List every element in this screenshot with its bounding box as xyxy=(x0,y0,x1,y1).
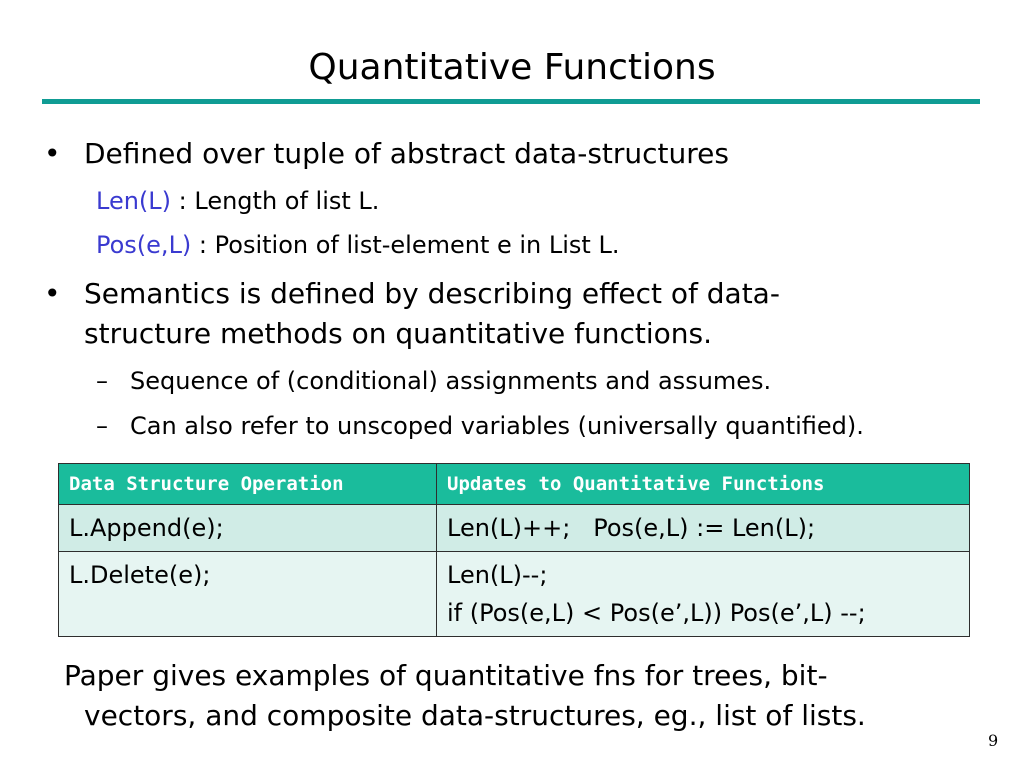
operations-table xyxy=(58,463,970,637)
cell-operation: L.Append(e); xyxy=(59,505,437,552)
term-len-description: : Length of list L. xyxy=(171,187,380,215)
cell-updates xyxy=(437,552,970,637)
title-underline xyxy=(42,99,980,104)
sub-item-pos xyxy=(96,229,619,261)
dash-marker: – xyxy=(96,412,108,440)
bullet-text-line2: structure methods on quantitative functions. xyxy=(84,317,713,350)
table-row xyxy=(59,505,970,552)
update-line: if (Pos(e,L) < Pos(e’,L)) Pos(e’,L) --; xyxy=(447,599,866,627)
bullet-text-line1: Semantics is defined by describing effect of data- xyxy=(84,277,780,310)
column-header-updates: Updates to Quantitative Functions xyxy=(437,464,970,505)
bullet-marker: • xyxy=(44,277,61,310)
cell-updates xyxy=(437,505,970,552)
table-header-row xyxy=(59,464,970,505)
footer-note xyxy=(64,656,866,732)
term-pos-description: : Position of list-element e in List L. xyxy=(191,231,620,259)
bullet-marker: • xyxy=(44,137,61,170)
page-number: 9 xyxy=(988,731,999,750)
term-len: Len(L) xyxy=(96,187,172,215)
column-header-operation: Data Structure Operation xyxy=(59,464,437,505)
slide-title: Quantitative Functions xyxy=(308,47,716,88)
sub-item-text: Can also refer to unscoped variables (universally quantified). xyxy=(130,412,864,440)
update-line: Len(L)--; xyxy=(447,561,548,589)
footer-line1: Paper gives examples of quantitative fns for trees, bit- xyxy=(64,659,828,692)
sub-item-text: Sequence of (conditional) assignments and assumes. xyxy=(130,367,772,395)
update-line: Len(L)++; Pos(e,L) := Len(L); xyxy=(447,514,816,542)
term-pos: Pos(e,L) xyxy=(96,231,192,259)
dash-marker: – xyxy=(96,367,108,395)
table-row xyxy=(59,552,970,637)
footer-line2: vectors, and composite data-structures, eg., list of lists. xyxy=(84,699,866,732)
bullet-text: Defined over tuple of abstract data-structures xyxy=(84,137,729,170)
sub-item-len xyxy=(96,185,379,217)
cell-operation: L.Delete(e); xyxy=(59,552,437,637)
